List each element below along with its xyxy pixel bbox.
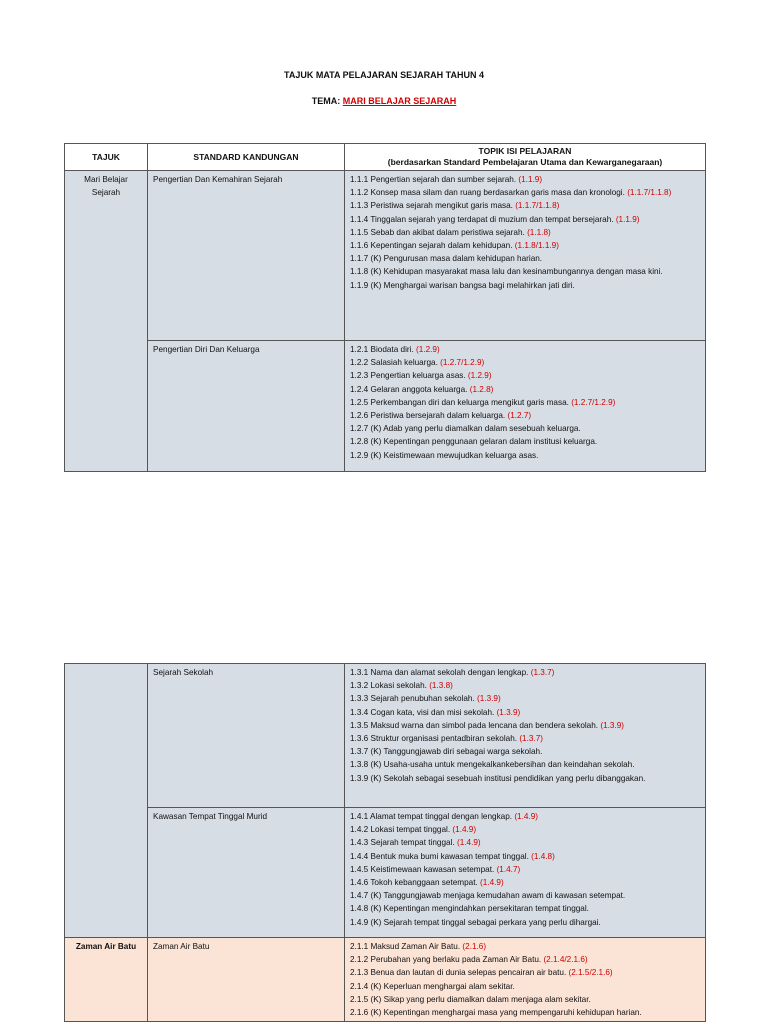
tajuk-cell: Mari Belajar Sejarah (65, 171, 148, 472)
header-tajuk: TAJUK (65, 144, 148, 171)
topic-text: 1.3.1 Nama dan alamat sekolah dengan lengkap. (350, 668, 529, 677)
topic-text: 1.4.7 (K) Tanggungjawab menjaga kemudahan awam di kawasan setempat. (350, 891, 626, 901)
topic-reference: (1.3.7) (519, 734, 543, 744)
topik-cell (345, 171, 706, 341)
tajuk-cell: Zaman Air Batu (65, 938, 148, 1022)
standard-cell: Sejarah Sekolah (148, 664, 345, 808)
topic-text: 1.2.2 Salasiah keluarga. (350, 358, 438, 368)
topic-text: 1.4.1 Alamat tempat tinggal dengan lengkap. (350, 812, 513, 821)
topic-item (350, 745, 700, 758)
topik-cell (345, 938, 706, 1022)
topic-item (350, 239, 700, 252)
topic-item (350, 719, 700, 732)
topic-text: 1.3.6 Struktur organisasi pentadbiran sekolah. (350, 734, 518, 744)
table-header-row (65, 144, 706, 171)
topik-cell (345, 808, 706, 938)
topic-text: 1.1.2 Konsep masa silam dan ruang berdasarkan garis masa dan kronologi. (350, 188, 625, 198)
syllabus-table-page-2 (64, 663, 706, 1022)
tema-label: TEMA: (311, 96, 341, 106)
topic-item (350, 173, 700, 186)
topic-text: 1.1.5 Sebab dan akibat dalam peristiwa sejarah. (350, 227, 525, 237)
topic-reference: (1.3.9) (600, 720, 625, 730)
topic-text: 1.2.4 Gelaran anggota keluarga. (350, 384, 468, 394)
topic-item (350, 889, 700, 902)
topic-text: 1.4.3 Sejarah tempat tinggal. (350, 838, 455, 848)
topic-reference: (1.1.9) (615, 214, 640, 224)
standard-cell: Zaman Air Batu (148, 938, 345, 1022)
topic-text: 1.4.9 (K) Sejarah tempat tinggal sebagai perkara yang perlu dihargai. (350, 917, 601, 927)
topic-item (350, 810, 700, 823)
topic-item (350, 692, 700, 705)
topic-item (350, 422, 700, 435)
header-standard-kandungan: STANDARD KANDUNGAN (148, 144, 345, 171)
topic-text: 1.1.7 (K) Pengurusan masa dalam kehidupan harian. (350, 254, 543, 264)
tema-line (0, 96, 768, 106)
topic-reference: (1.3.9) (496, 707, 521, 717)
topic-text: 1.1.8 (K) Kehidupan masyarakat masa lalu dan kesinambungannya dengan masa kini. (350, 267, 663, 277)
topic-reference: (1.1.7/1.1.8) (515, 201, 560, 211)
tema-value: MARI BELAJAR SEJARAH (342, 96, 457, 106)
topic-reference: (1.2.7/1.2.9) (571, 397, 616, 407)
topic-text: 2.1.4 (K) Keperluan menghargai alam sekitar. (350, 981, 515, 991)
topic-text: 1.3.3 Sejarah penubuhan sekolah. (350, 694, 475, 704)
topic-text: 1.4.6 Tokoh kebanggaan setempat. (350, 878, 478, 888)
topic-item (350, 863, 700, 876)
topic-item (350, 679, 700, 692)
topic-item (350, 706, 700, 719)
topic-text: 1.4.2 Lokasi tempat tinggal. (350, 825, 451, 835)
topic-item (350, 186, 700, 199)
topic-reference: (1.3.9) (477, 694, 501, 704)
topic-reference: (1.2.9) (416, 345, 440, 354)
topic-reference: (1.3.8) (429, 681, 453, 691)
topic-text: 1.3.7 (K) Tanggungjawab diri sebagai warga sekolah. (350, 747, 543, 757)
topic-reference: (1.2.8) (469, 384, 494, 394)
topic-item (350, 213, 700, 226)
standard-cell: Kawasan Tempat Tinggal Murid (148, 808, 345, 938)
topic-item (350, 966, 700, 979)
topic-reference: (1.4.9) (456, 838, 481, 848)
topic-text: 2.1.2 Perubahan yang berlaku pada Zaman Air Batu. (350, 955, 542, 965)
topic-item (350, 850, 700, 863)
topic-item (350, 396, 700, 409)
topic-item (350, 902, 700, 915)
header-topik-line2: (berdasarkan Standard Pembelajaran Utama dan Kewarganegaraan) (387, 157, 663, 167)
topic-item (350, 772, 700, 785)
topic-reference: (2.1.6) (462, 942, 487, 951)
topic-item (350, 279, 700, 292)
topik-cell (345, 341, 706, 472)
topic-item (350, 199, 700, 212)
topic-reference: (1.2.9) (467, 371, 492, 381)
topic-text: 1.2.5 Perkembangan diri dan keluarga mengikut garis masa. (350, 397, 569, 407)
table-row (65, 341, 706, 472)
topic-item (350, 343, 700, 356)
topic-reference: (1.4.9) (452, 825, 477, 835)
table-row (65, 171, 706, 341)
topic-text: 1.1.4 Tinggalan sejarah yang terdapat di muzium dan tempat bersejarah. (350, 214, 614, 224)
topic-text: 1.3.2 Lokasi sekolah. (350, 681, 427, 691)
topic-item (350, 383, 700, 396)
topic-text: 1.2.6 Peristiwa bersejarah dalam keluarga. (350, 411, 506, 421)
table-row (65, 664, 706, 808)
topic-item (350, 226, 700, 239)
topic-text: 1.1.3 Peristiwa sejarah mengikut garis masa. (350, 201, 513, 211)
topic-text: 1.3.4 Cogan kata, visi dan misi sekolah. (350, 707, 495, 717)
topic-text: 1.3.5 Maksud warna dan simbol pada lencana dan bendera sekolah. (350, 720, 599, 730)
topic-text: 1.3.9 (K) Sekolah sebagai sesebuah institusi pendidikan yang perlu dibanggakan. (350, 773, 646, 783)
topic-item (350, 980, 700, 993)
topic-text: 1.2.3 Pengertian keluarga asas. (350, 371, 466, 381)
topic-text: 1.2.8 (K) Kepentingan penggunaan gelaran dalam institusi keluarga. (350, 437, 598, 447)
document-title: TAJUK MATA PELAJARAN SEJARAH TAHUN 4 (283, 70, 484, 80)
tajuk-cell (65, 664, 148, 938)
topic-text: 2.1.3 Benua dan lautan di dunia selepas pencairan air batu. (350, 968, 567, 978)
topic-reference: (1.1.8) (527, 227, 551, 237)
topic-item (350, 1006, 700, 1019)
standard-cell: Pengertian Diri Dan Keluarga (148, 341, 345, 472)
table-row (65, 938, 706, 1022)
topic-text: 1.4.8 (K) Kepentingan mengindahkan persekitaran tempat tinggal. (350, 904, 589, 914)
topic-item (350, 732, 700, 745)
topic-reference: (1.1.7/1.1.8) (627, 188, 672, 198)
topic-reference: (1.2.7) (507, 411, 532, 421)
topic-item (350, 369, 700, 382)
topic-text: 1.2.1 Biodata diri. (350, 345, 414, 354)
topic-reference: (1.1.9) (518, 175, 543, 184)
topic-text: 1.4.5 Keistimewaan kawasan setempat. (350, 864, 495, 874)
syllabus-table-page-1 (64, 143, 706, 472)
topic-item (350, 666, 700, 679)
topic-text: 1.1.1 Pengertian sejarah dan sumber sejarah. (350, 175, 517, 184)
topic-item (350, 758, 700, 771)
topic-text: 1.1.6 Kepentingan sejarah dalam kehidupan. (350, 241, 513, 251)
topic-reference: (2.1.4/2.1.6) (543, 955, 588, 965)
topic-item (350, 435, 700, 448)
topic-item (350, 940, 700, 953)
topic-item (350, 265, 700, 278)
topic-reference: (1.1.8/1.1.9) (514, 241, 559, 251)
topik-cell (345, 664, 706, 808)
topic-item (350, 823, 700, 836)
topic-reference: (1.2.7/1.2.9) (440, 358, 485, 368)
topic-item (350, 993, 700, 1006)
header-topik-isi-pelajaran (345, 144, 706, 171)
topic-item (350, 409, 700, 422)
topic-text: 2.1.6 (K) Kepentingan menghargai masa yang mempengaruhi kehidupan harian. (350, 1008, 642, 1018)
topic-item (350, 876, 700, 889)
header-topik-line1: TOPIK ISI PELAJARAN (478, 146, 572, 156)
topic-text: 1.4.4 Bentuk muka bumi kawasan tempat tinggal. (350, 851, 529, 861)
standard-cell: Pengertian Dan Kemahiran Sejarah (148, 171, 345, 341)
topic-text: 2.1.5 (K) Sikap yang perlu diamalkan dalam menjaga alam sekitar. (350, 994, 591, 1004)
topic-reference: (1.3.7) (530, 668, 555, 677)
topic-text: 1.2.7 (K) Adab yang perlu diamalkan dalam sesebuah keluarga. (350, 424, 581, 434)
topic-reference: (1.4.7) (496, 864, 521, 874)
topic-reference: (2.1.5/2.1.6) (568, 968, 613, 978)
topic-item (350, 356, 700, 369)
topic-text: 1.3.8 (K) Usaha-usaha untuk mengekalkankebersihan dan keindahan sekolah. (350, 760, 635, 770)
topic-text: 2.1.1 Maksud Zaman Air Batu. (350, 942, 461, 951)
topic-text: 1.1.9 (K) Menghargai warisan bangsa bagi melahirkan jati diri. (350, 280, 575, 290)
topic-item (350, 916, 700, 929)
topic-item (350, 252, 700, 265)
topic-text: 1.2.9 (K) Keistimewaan mewujudkan keluarga asas. (350, 450, 539, 460)
topic-item (350, 449, 700, 462)
topic-item (350, 953, 700, 966)
topic-reference: (1.4.9) (480, 878, 504, 888)
topic-reference: (1.4.9) (514, 812, 538, 821)
table-row (65, 808, 706, 938)
topic-item (350, 836, 700, 849)
topic-reference: (1.4.8) (531, 851, 555, 861)
